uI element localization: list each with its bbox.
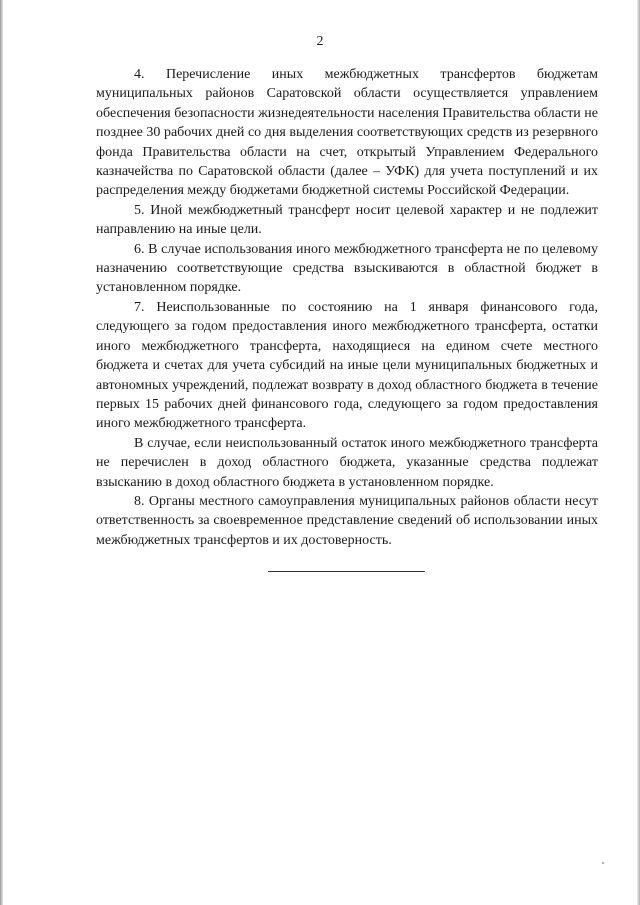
paragraph-item-8: 8. Органы местного самоуправления муниципальных районов области несут ответственность за своевременное представление сведений об использовании иных межбюджетных трансфертов и их достоверность.: [96, 493, 598, 548]
paragraph-item-7-continuation: В случае, если неиспользованный остаток иного межбюджетного трансферта не перечислен в доход областного бюджета, указанные средства подлежат взысканию в доход областного бюджета в установленном порядке.: [96, 435, 598, 490]
paragraph-item-4: 4. Перечисление иных межбюджетных трансфертов бюджетам муниципальных районов Саратовской области осуществляется управлением обеспечения безопасности жизнедеятельности населения Правительства области не позднее 30 рабочих дней со дня выделения соответствующих средств из резервного фонда Правительства области на счет, открытый Управлением Федерального казначейства по Саратовской области (далее – УФК) для учета поступлений и их распределения между бюджетами бюджетной системы Российской Федерации.: [96, 67, 599, 199]
end-divider-line: [268, 571, 425, 572]
document-body: [96, 65, 598, 550]
paragraph-item-5: 5. Иной межбюджетный трансферт носит целевой характер и не подлежит направлению на иные цели.: [96, 202, 598, 238]
page-number: 2: [316, 34, 324, 49]
scan-artifact-dot: [602, 862, 604, 864]
paragraph-item-6: 6. В случае использования иного межбюджетного трансферта не по целевому назначению соответствующие средства взыскиваются в областной бюджет в установленном порядке.: [96, 241, 598, 296]
scan-edge-left: [0, 0, 3, 905]
paragraph-item-7: 7. Неиспользованные по состоянию на 1 января финансового года, следующего за годом предоставления иного межбюджетного трансферта, остатки иного межбюджетного трансферта, находящиеся на едином счете местного бюджета и счетах для учета субсидий на иные цели муниципальных бюджетных и автономных учреждений, подлежат возврату в доход областного бюджета в течение первых 15 рабочих дней финансового года, следующего за годом предоставления иного межбюджетного трансферта.: [96, 299, 598, 432]
